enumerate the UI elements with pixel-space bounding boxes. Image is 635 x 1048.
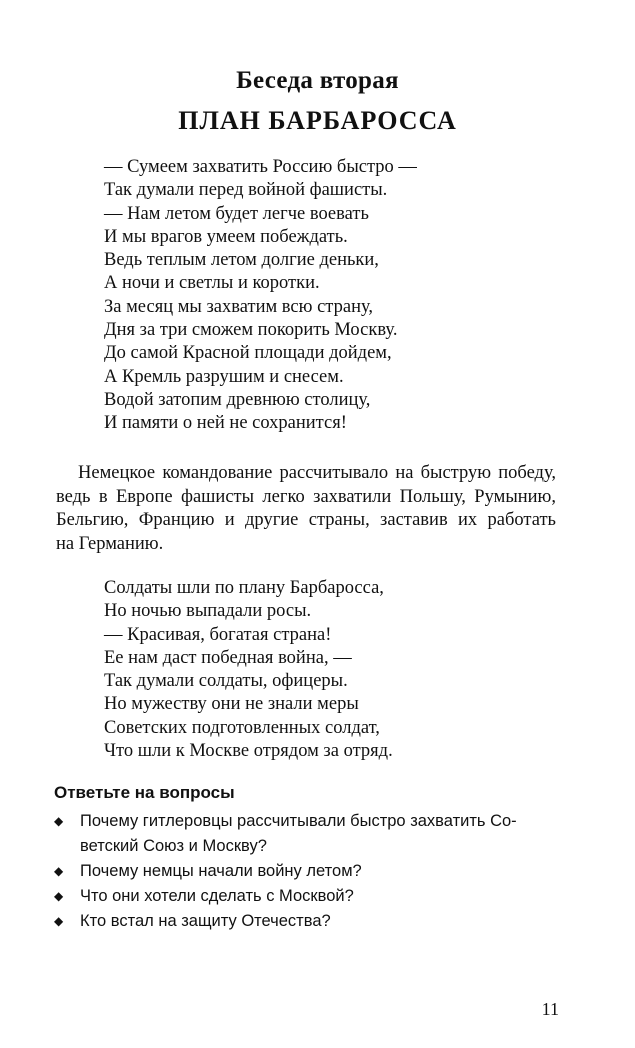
question-item <box>52 859 572 884</box>
poem-line: Так думали солдаты, офицеры. <box>104 671 348 692</box>
bullet-icon: ◆ <box>54 864 64 878</box>
poem-line: — Красивая, богатая страна! <box>104 624 332 645</box>
poem-first <box>104 156 417 436</box>
prose-line: ведь в Европе фашисты легко захватили Польшу, Румынию, <box>56 486 556 507</box>
question-text: Почему немцы начали войну летом? <box>80 862 362 880</box>
poem-line: И мы врагов умеем побеждать. <box>104 226 348 247</box>
poem-second <box>104 577 393 763</box>
prose-line <box>56 462 556 486</box>
bullet-icon: ◆ <box>54 889 64 903</box>
prose-line: Бельгию, Францию и другие страны, заставив их работать <box>56 510 556 530</box>
poem-line: А ночи и светлы и коротки. <box>104 273 320 294</box>
poem-line: Дня за три сможем покорить Москву. <box>104 320 398 341</box>
question-text: Кто встал на защиту Отечества? <box>80 912 331 930</box>
poem-line: Советских подготовленных солдат, <box>104 717 380 738</box>
poem-line: Что шли к Москве отрядом за отряд. <box>104 741 393 762</box>
questions-list <box>52 809 572 934</box>
poem-line: А Кремль разрушим и снесем. <box>104 366 344 387</box>
prose-line-text: Немецкое командование рассчитывало на быструю победу, <box>78 463 556 483</box>
poem-line: Солдаты шли по плану Барбаросса, <box>104 578 384 598</box>
poem-line: И памяти о ней не сохранится! <box>104 413 347 434</box>
bullet-icon: ◆ <box>54 814 64 828</box>
bullet-icon: ◆ <box>54 914 64 928</box>
poem-line: Ведь теплым летом долгие деньки, <box>104 250 379 271</box>
question-text: ветский Союз и Москву? <box>80 837 267 855</box>
page-number: 11 <box>541 999 559 1019</box>
poem-line: Так думали перед войной фашисты. <box>104 180 388 201</box>
poem-line: До самой Красной площади дойдем, <box>104 343 392 364</box>
chapter-subtitle: Беседа вторая <box>236 67 399 94</box>
prose-line: на Германию. <box>56 533 164 554</box>
question-item <box>52 909 572 934</box>
prose-paragraph <box>56 462 556 556</box>
question-item <box>52 809 572 859</box>
poem-line: Водой затопим древнюю столицу, <box>104 389 371 410</box>
poem-line: За месяц мы захватим всю страну, <box>104 296 373 317</box>
question-item <box>52 884 572 909</box>
poem-line: — Сумеем захватить Россию быстро — <box>104 157 417 177</box>
poem-line: — Нам летом будет легче воевать <box>104 203 369 224</box>
question-text: Что они хотели сделать с Москвой? <box>80 887 354 905</box>
poem-line: Но мужеству они не знали меры <box>104 694 359 715</box>
question-text: Почему гитлеровцы рассчитывали быстро захватить Со- <box>80 812 517 830</box>
questions-title: Ответьте на вопросы <box>54 783 235 802</box>
poem-line: Но ночью выпадали росы. <box>104 601 312 622</box>
chapter-title: ПЛАН БАРБАРОССА <box>178 106 457 135</box>
poem-line: Ее нам даст победная война, — <box>104 647 352 668</box>
